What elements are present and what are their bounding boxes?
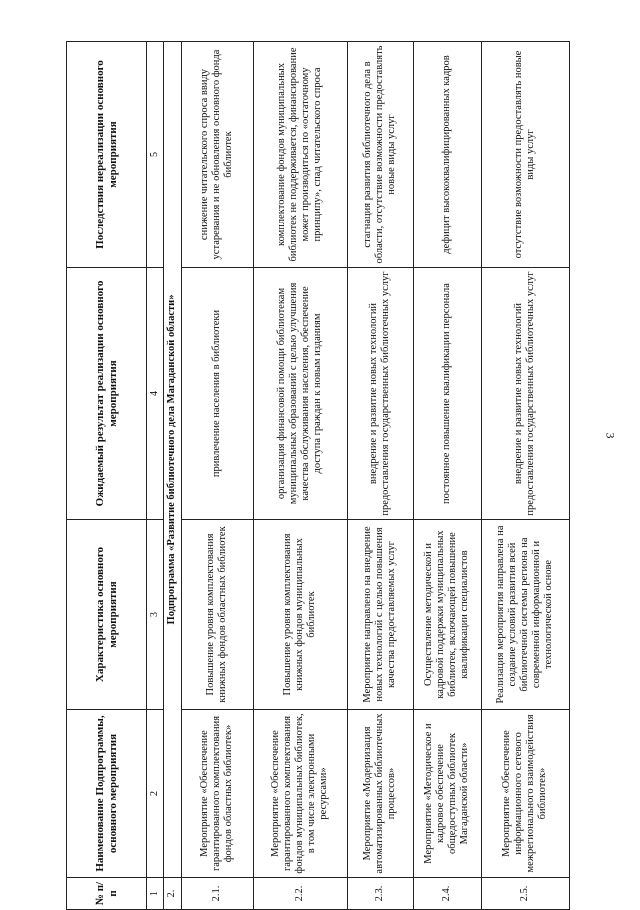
row-number: 2.1. xyxy=(181,878,253,910)
row-number: 2.4. xyxy=(413,878,481,910)
row-number: 2.3. xyxy=(347,878,413,910)
table-row xyxy=(481,42,569,910)
row-result: привлечение населения в библиотеки xyxy=(181,268,253,520)
row-number: 2.2. xyxy=(253,878,347,910)
table-row xyxy=(347,42,413,910)
row-consequence: стагнация развития библиотечного дела в области, отсутствие возможности предоставлять новые виды услуг xyxy=(347,42,413,268)
index-cell-1: 1 xyxy=(147,878,164,910)
index-cell-2: 2 xyxy=(147,710,164,878)
header-result: Ожидаемый результат реализации основного мероприятия xyxy=(67,268,147,520)
index-cell-3: 3 xyxy=(147,520,164,710)
row-name: Мероприятие «Методическое и кадровое обеспечение общедоступных библиотек Магаданской области» xyxy=(413,710,481,878)
header-name: Наименование Подпрограммы, основного мероприятия xyxy=(67,710,147,878)
measures-table xyxy=(66,41,570,910)
table-row xyxy=(253,42,347,910)
table-row xyxy=(413,42,481,910)
row-result: организация финансовой помощи библиотекам муниципальных образований с целью улучшения качества обслуживания населения, обеспечение доступа граждан к новым изданиям xyxy=(253,268,347,520)
subprogram-row xyxy=(163,42,181,910)
index-row xyxy=(147,42,164,910)
row-result: внедрение и развитие новых технологий предоставления государственных библиотечных услуг xyxy=(347,268,413,520)
row-result: постоянное повышение квалификации персонала xyxy=(413,268,481,520)
row-name: Мероприятие «Обеспечение гарантированного комплектования фондов областных библиотек» xyxy=(181,710,253,878)
subprogram-number: 2. xyxy=(163,878,181,910)
row-characteristic: Повышение уровня комплектования книжных фондов муниципальных библиотек xyxy=(253,520,347,710)
row-consequence: снижение читательского спроса ввиду устаревания и не обновления основного фонда библиотек xyxy=(181,42,253,268)
row-result: внедрение и развитие новых технологий предоставления государственных библиотечных услуг xyxy=(481,268,569,520)
row-consequence: дефицит высококвалифицированных кадров xyxy=(413,42,481,268)
row-name: Мероприятие «Обеспечение гарантированного комплектования фондов муниципальных библиотек, в том числе электронными ресурсами» xyxy=(253,710,347,878)
row-characteristic: Повышение уровня комплектования книжных фондов областных библиотек xyxy=(181,520,253,710)
row-consequence: комплектование фондов муниципальных библиотек не поддерживается, финансирование может производиться по «остаточному принципу», спад читательского спроса xyxy=(253,42,347,268)
row-characteristic: Осуществление методической и кадровой поддержки муниципальных библиотек, включающей повышение квалификации специалистов xyxy=(413,520,481,710)
header-consequence: Последствия нереализации основного мероприятия xyxy=(67,42,147,268)
page-number: 3 xyxy=(603,432,618,439)
row-name: Мероприятие «Модернизация автоматизированных библиотечных процессов» xyxy=(347,710,413,878)
index-cell-5: 5 xyxy=(147,42,164,268)
header-number: № п/п xyxy=(67,878,147,910)
row-name: Мероприятие «Обеспечение информационного сетевого межрегионального взаимодействия библиотек» xyxy=(481,710,569,878)
header-characteristic: Характеристика основного мероприятия xyxy=(67,520,147,710)
row-characteristic: Реализация мероприятия направлена на создание условий развития всей библиотечной системы региона на современной информационной и технологической основе xyxy=(481,520,569,710)
rotated-table-frame xyxy=(66,42,586,910)
index-cell-4: 4 xyxy=(147,268,164,520)
header-row xyxy=(67,42,147,910)
row-consequence: отсутствие возможности предоставлять новые виды услуг xyxy=(481,42,569,268)
subprogram-title: Подпрограмма «Развитие библиотечного дела Магаданской области» xyxy=(163,42,181,878)
table-row xyxy=(181,42,253,910)
row-characteristic: Мероприятие направлено на внедрение новых технологий с целью повышения качества предоставляемых услуг xyxy=(347,520,413,710)
row-number: 2.5. xyxy=(481,878,569,910)
